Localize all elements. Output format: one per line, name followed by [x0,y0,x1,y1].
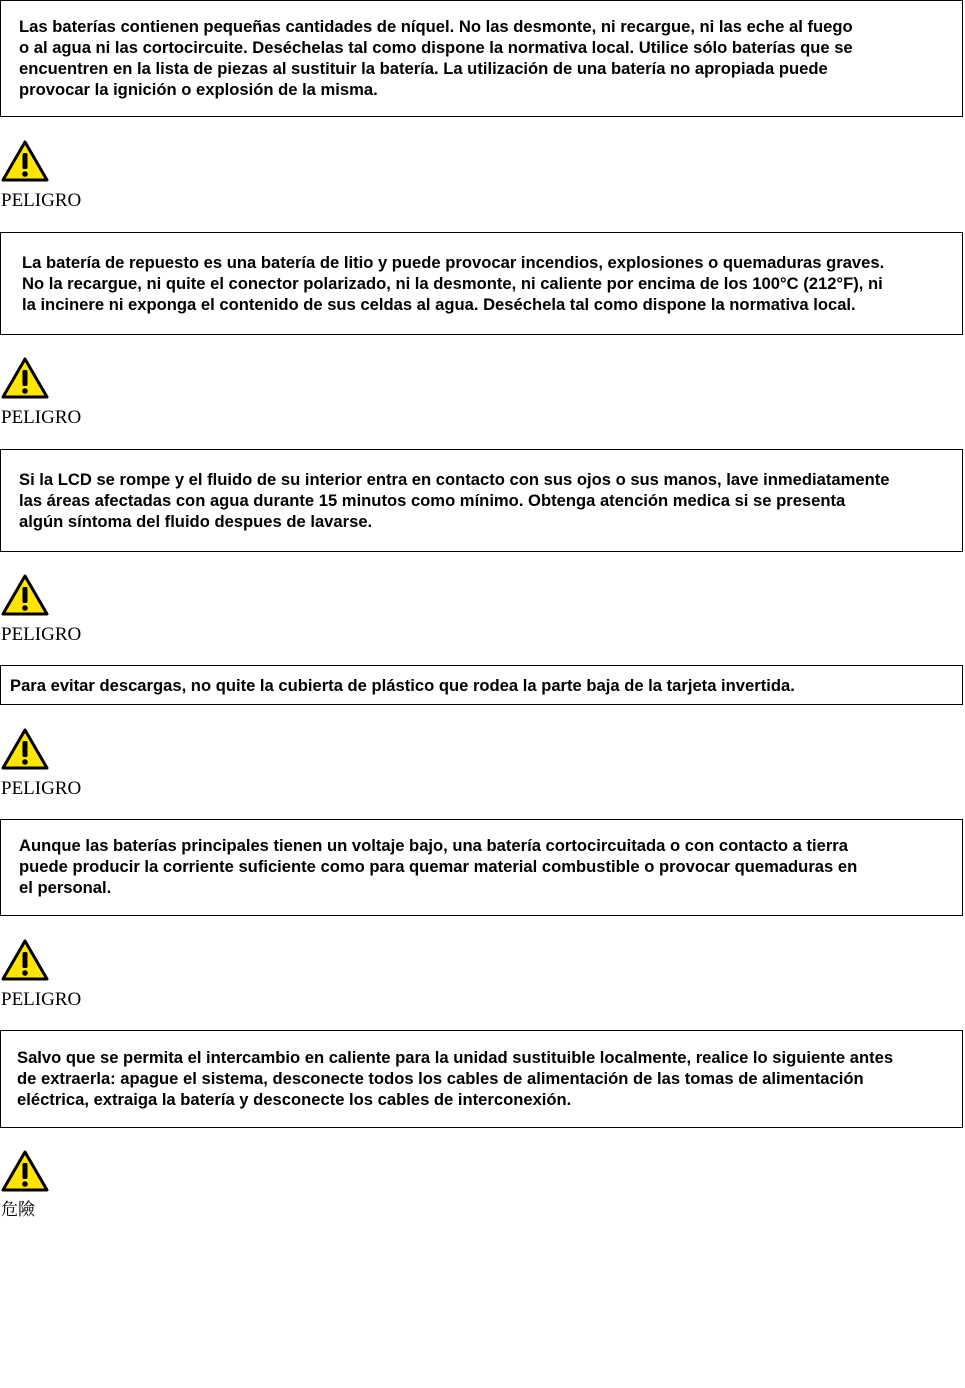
notice-box-nickel-battery [0,0,963,117]
danger-heading: PELIGRO [1,407,82,428]
danger-heading: PELIGRO [1,190,82,211]
notice-line: Las baterías contienen pequeñas cantidades de níquel. No las desmonte, ni recargue, ni las eche al fuego [19,17,853,36]
danger-heading: PELIGRO [1,624,82,645]
notice-box-hot-swap [0,1030,963,1128]
notice-line: Para evitar descargas, no quite la cubierta de plástico que rodea la parte baja de la tarjeta invertida. [10,676,795,695]
warning-triangle-icon [1,728,49,770]
notice-box-short-circuit [0,819,963,916]
notice-line: de extraerla: apague el sistema, desconecte todos los cables de alimentación de las tomas de alimentación [17,1069,864,1088]
notice-line: o al agua ni las cortocircuite. Deséchelas tal como dispone la normativa local. Utilice sólo baterías que se [19,38,853,57]
notice-box-lcd-fluid [0,449,963,552]
notice-line: algún síntoma del fluido despues de lavarse. [19,512,373,531]
danger-heading: PELIGRO [1,778,82,799]
notice-line: La batería de repuesto es una batería de litio y puede provocar incendios, explosiones o quemaduras graves. [22,253,885,272]
notice-box-lithium-battery [0,232,963,335]
notice-line: Aunque las baterías principales tienen un voltaje bajo, una batería cortocircuitada o con contacto a tierra [19,836,848,855]
notice-line: encuentren en la lista de piezas al sustituir la batería. La utilización de una batería no apropiada puede [19,59,828,78]
notice-line: la incinere ni exponga el contenido de sus celdas al agua. Deséchela tal como dispone la normativa local. [22,295,856,314]
notice-line: No la recargue, ni quite el conector polarizado, ni la desmonte, ni caliente por encima de los 100°C (212°F), ni [22,274,883,293]
notice-line: provocar la ignición o explosión de la misma. [19,80,378,99]
warning-triangle-icon [1,140,49,182]
warning-triangle-icon [1,357,49,399]
notice-line: Si la LCD se rompe y el fluido de su interior entra en contacto con sus ojos o sus manos, lave inmediatamente [19,470,890,489]
notice-line: eléctrica, extraiga la batería y desconecte los cables de interconexión. [17,1090,572,1109]
notice-line: el personal. [19,878,112,897]
notice-line: puede producir la corriente suficiente como para quemar material combustible o provocar quemaduras en [19,857,858,876]
danger-heading: PELIGRO [1,989,82,1010]
notice-box-plastic-cover [0,665,963,705]
warning-triangle-icon [1,939,49,981]
notice-line: las áreas afectadas con agua durante 15 minutos como mínimo. Obtenga atención medica si se presenta [19,491,846,510]
notice-line: Salvo que se permita el intercambio en caliente para la unidad sustituible localmente, realice lo siguiente antes [17,1048,894,1067]
danger-heading-chinese: 危險 [1,1200,35,1220]
warning-triangle-icon [1,1150,49,1192]
warning-triangle-icon [1,574,49,616]
